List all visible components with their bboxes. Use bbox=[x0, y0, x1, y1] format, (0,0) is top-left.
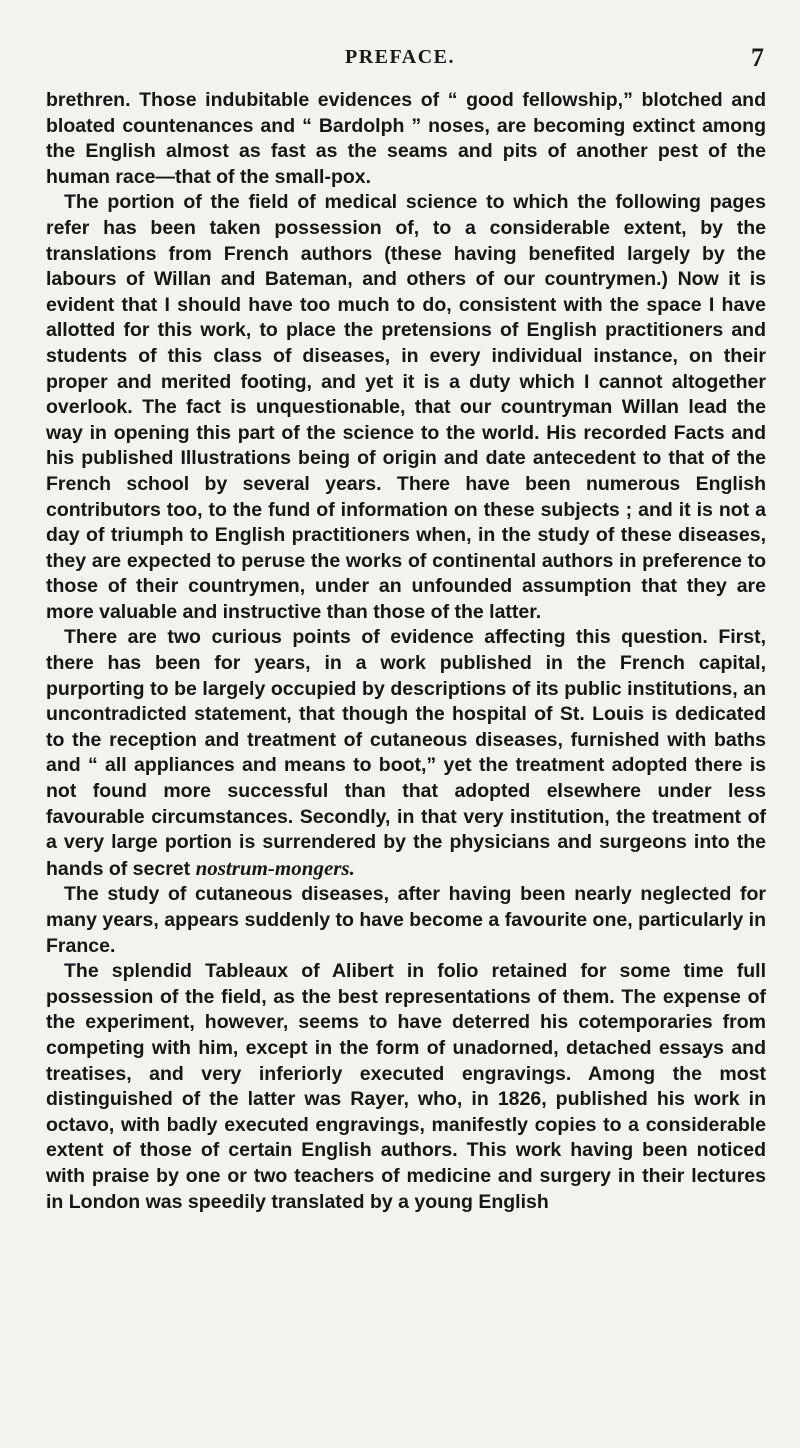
paragraph: The portion of the field of medical science to which the following pages refer has been taken possession of, to a considerable extent, by the translations from French authors (these having benefited largely by the labours of Willan and Bateman, and others of our countrymen.) Now it is evident that I should have too much to do, consistent with the space I have allotted for this work, to place the pretensions of English practitioners and students of this class of diseases, in every individual instance, on their proper and merited footing, and yet it is a duty which I cannot altogether overlook. The fact is unquestionable, that our countryman Willan lead the way in opening this part of the science to the world. His recorded Facts and his published Illustrations being of origin and date antecedent to that of the French school by several years. There have been numerous English contributors too, to the fund of information on these subjects ; and it is not a day of triumph to English practitioners when, in the study of these diseases, they are expected to peruse the works of continental authors in preference to those of their countrymen, under an unfounded assumption that they are more valuable and instructive than those of the latter. bbox=[46, 191, 766, 623]
paragraph bbox=[46, 625, 766, 882]
paragraph-text: There are two curious points of evidence affecting this question. First, there has been for years, in a work published in the French capital, purporting to be largely occupied by descriptions of its public institutions, an uncontradicted statement, that though the hospital of St. Louis is dedicated to the reception and treatment of cutaneous diseases, furnished with baths and “ all appliances and means to boot,” yet the treatment adopted there is not found more successful than that adopted elsewhere under less favourable circumstances. Secondly, in that very institution, the treatment of a very large portion is surrendered by the physicians and surgeons into the hands of secret bbox=[46, 626, 766, 880]
emphasized-text: nostrum-mongers. bbox=[195, 855, 355, 880]
body-text bbox=[46, 88, 766, 1215]
running-title: PREFACE. bbox=[345, 46, 455, 68]
paragraph: The splendid Tableaux of Alibert in folio retained for some time full possession of the field, as the best representations of them. The expense of the experiment, however, seems to have deterred his cotemporaries from competing with him, except in the form of unadorned, detached essays and treatises, and very inferiorly executed engravings. Among the most distinguished of the latter was Rayer, who, in 1826, published his work in octavo, with badly executed engravings, manifestly copies to a considerable extent of those of certain English authors. This work having been noticed with praise by one or two teachers of medicine and surgery in their lectures in London was speedily translated by a young English bbox=[46, 960, 766, 1213]
page-number: 7 bbox=[751, 43, 764, 72]
running-head bbox=[0, 43, 800, 76]
paragraph: brethren. Those indubitable evidences of “ good fellowship,” blotched and bloated countenances and “ Bardolph ” noses, are becoming extinct among the English almost as fast as the seams and pits of another pest of the human race—that of the small-pox. bbox=[46, 89, 766, 188]
paragraph: The study of cutaneous diseases, after having been nearly neglected for many years, appears suddenly to have become a favourite one, particularly in France. bbox=[46, 883, 766, 957]
